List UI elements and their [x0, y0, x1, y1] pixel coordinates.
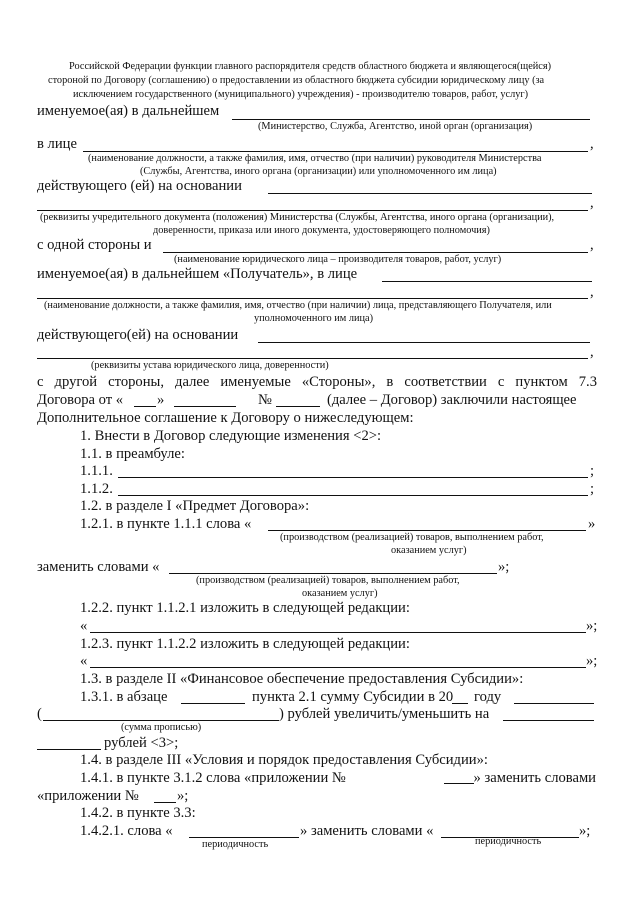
- change-amount-field[interactable]: [503, 720, 594, 721]
- item-1-2-3-open: «: [80, 653, 88, 669]
- recipient-comma: ,: [590, 284, 594, 300]
- contract-day-field[interactable]: [134, 406, 156, 407]
- face-hint-2: (Службы, Агентства, иного органа (организации) или уполномоченного им лица): [140, 166, 497, 177]
- item-1-4-2: 1.4.2. в пункте 3.3:: [80, 805, 196, 821]
- item-1-2-1-hint-1: (производством (реализацией) товаров, выполнением работ,: [280, 532, 544, 543]
- acting2-field[interactable]: [258, 342, 590, 343]
- item-1-2-2-close: »;: [586, 618, 598, 634]
- appendix-number-field[interactable]: [444, 770, 474, 784]
- acting-hint-1: (реквизиты учредительного документа (положения) Министерства (Службы, Агентства, иного органа (организации),: [40, 212, 555, 223]
- recipient-hint-1: (наименование должности, а также фамилия, имя, отчество (при наличии) лица, представляющего Получателя, или: [44, 300, 552, 311]
- item-1-1-2-field[interactable]: [118, 495, 588, 496]
- recipient-hint-2: уполномоченного им лица): [254, 313, 374, 324]
- item-1-3-1a: 1.3.1. в абзаце: [80, 689, 168, 705]
- acting-field[interactable]: [268, 193, 592, 194]
- item-1-4-1b: » заменить словами: [473, 770, 596, 786]
- replace-label: заменить словами «: [37, 559, 160, 575]
- appendix-number-field-2[interactable]: [154, 802, 176, 803]
- recipient-field[interactable]: [382, 281, 592, 282]
- item-1-3-1e: рублей <3>;: [104, 735, 179, 751]
- one-side-field[interactable]: [163, 252, 588, 253]
- item-1-2-1-close: »: [588, 516, 596, 532]
- one-side-comma: ,: [590, 237, 594, 253]
- item-1-3-1c: году: [474, 689, 502, 705]
- one-side-hint: (наименование юридического лица – производителя товаров, работ, услуг): [174, 254, 502, 265]
- paragraph-line-2c: №: [258, 392, 272, 408]
- periodicity-hint-1: периодичность: [202, 839, 269, 850]
- contract-month-field[interactable]: [174, 406, 236, 407]
- paragraph-line-1: с другой стороны, далее именуемые «Стороны», в соответствии с пунктом 7.3: [37, 374, 597, 390]
- replace-hint-1: (производством (реализацией) товаров, выполнением работ,: [196, 575, 460, 586]
- item-1-1-2-semicolon: ;: [590, 481, 595, 497]
- item-1-4: 1.4. в разделе III «Условия и порядок предоставления Субсидии»:: [80, 752, 488, 768]
- recipient-field-2[interactable]: [37, 298, 588, 299]
- item-1-2-1-field[interactable]: [268, 530, 586, 531]
- face-comma: ,: [590, 136, 594, 152]
- periodicity-hint-2: периодичность: [475, 836, 542, 847]
- item-1-4-1c: «приложении №: [37, 788, 139, 804]
- face-label: в лице: [37, 136, 77, 152]
- item-1-4-2-1a: 1.4.2.1. слова «: [80, 823, 173, 839]
- acting-field-2[interactable]: [37, 210, 588, 211]
- one-side-label: с одной стороны и: [37, 237, 152, 253]
- contract-number-field[interactable]: [276, 406, 320, 407]
- amount-field[interactable]: [514, 703, 594, 704]
- item-1-3-1d-close: ) рублей увеличить/уменьшить на: [279, 706, 490, 722]
- item-1-1-1-semicolon: ;: [590, 463, 595, 479]
- face-hint-1: (наименование должности, а также фамилия, имя, отчество (при наличии) руководителя Министерства: [88, 153, 542, 164]
- paragraph-line-2d: (далее – Договор) заключили настоящее: [327, 392, 577, 408]
- item-1-3: 1.3. в разделе II «Финансовое обеспечение предоставления Субсидии»:: [80, 671, 524, 687]
- item-1-2-1: 1.2.1. в пункте 1.1.1 слова «: [80, 516, 252, 532]
- paragraph-field[interactable]: [181, 703, 245, 704]
- item-1-2: 1.2. в разделе I «Предмет Договора»:: [80, 498, 310, 514]
- item-1-3-1b: пункта 2.1 сумму Субсидии в 20: [252, 689, 454, 705]
- paragraph-line-2b: »: [157, 392, 165, 408]
- item-1-2-3-field[interactable]: [90, 667, 586, 668]
- item-1-1-1: 1.1.1.: [80, 463, 113, 479]
- item-1-4-2-1c: »;: [579, 823, 591, 839]
- item-1-2-2: 1.2.2. пункт 1.1.2.1 изложить в следующей редакции:: [80, 600, 410, 616]
- header-line-1: Российской Федерации функции главного распорядителя средств областного бюджета и являющегося(щейся): [69, 61, 552, 72]
- named-field[interactable]: [232, 119, 590, 120]
- rubles-field[interactable]: [37, 749, 101, 750]
- acting2-comma: ,: [590, 344, 594, 360]
- amount-words-hint: (сумма прописью): [121, 722, 202, 733]
- item-1-2-1-hint-2: оказанием услуг): [391, 545, 467, 556]
- paragraph-line-2a: Договора от «: [37, 392, 124, 408]
- recipient-label: именуемое(ая) в дальнейшем «Получатель», в лице: [37, 266, 358, 282]
- year-field[interactable]: [452, 703, 468, 704]
- acting-comma: ,: [590, 195, 594, 211]
- item-1-4-1d: »;: [177, 788, 189, 804]
- item-1-2-2-open: «: [80, 618, 88, 634]
- acting-hint-2: доверенности, приказа или иного документа, удостоверяющего полномочия): [153, 225, 490, 236]
- item-1-1-1-field[interactable]: [118, 477, 588, 478]
- replace-field[interactable]: [169, 573, 497, 574]
- acting-label: действующего (ей) на основании: [37, 178, 242, 194]
- paragraph-line-3: Дополнительное соглашение к Договору о нижеследующем:: [37, 410, 414, 426]
- amount-words-field[interactable]: [43, 720, 279, 721]
- acting2-label: действующего(ей) на основании: [37, 327, 239, 343]
- header-line-3: исключением государственного (муниципального) учреждения) - производителю товаров, работ, услуг): [73, 89, 529, 100]
- item-1-2-3: 1.2.3. пункт 1.1.2.2 изложить в следующей редакции:: [80, 636, 410, 652]
- item-1-2-2-field[interactable]: [90, 632, 586, 633]
- acting2-hint: (реквизиты устава юридического лица, доверенности): [91, 360, 329, 371]
- item-1-4-2-1b: » заменить словами «: [300, 823, 434, 839]
- face-field[interactable]: [83, 151, 588, 152]
- item-1-1: 1.1. в преамбуле:: [80, 446, 185, 462]
- item-1: 1. Внести в Договор следующие изменения <2>:: [80, 428, 382, 444]
- item-1-4-1a: 1.4.1. в пункте 3.1.2 слова «приложении №: [80, 770, 346, 786]
- named-hint: (Министерство, Служба, Агентство, иной орган (организация): [258, 121, 533, 132]
- named-label: именуемое(ая) в дальнейшем: [37, 103, 220, 119]
- periodicity-field-1[interactable]: [189, 837, 299, 838]
- item-1-3-1d-open: (: [37, 706, 42, 722]
- replace-hint-2: оказанием услуг): [302, 588, 378, 599]
- item-1-4-1-row: [80, 770, 596, 787]
- header-line-2: стороной по Договору (соглашению) о предоставлении из областного бюджета субсидии юридическому лицу (за: [48, 75, 545, 86]
- acting2-field-2[interactable]: [37, 358, 588, 359]
- replace-close: »;: [498, 559, 510, 575]
- item-1-2-3-close: »;: [586, 653, 598, 669]
- item-1-1-2: 1.1.2.: [80, 481, 113, 497]
